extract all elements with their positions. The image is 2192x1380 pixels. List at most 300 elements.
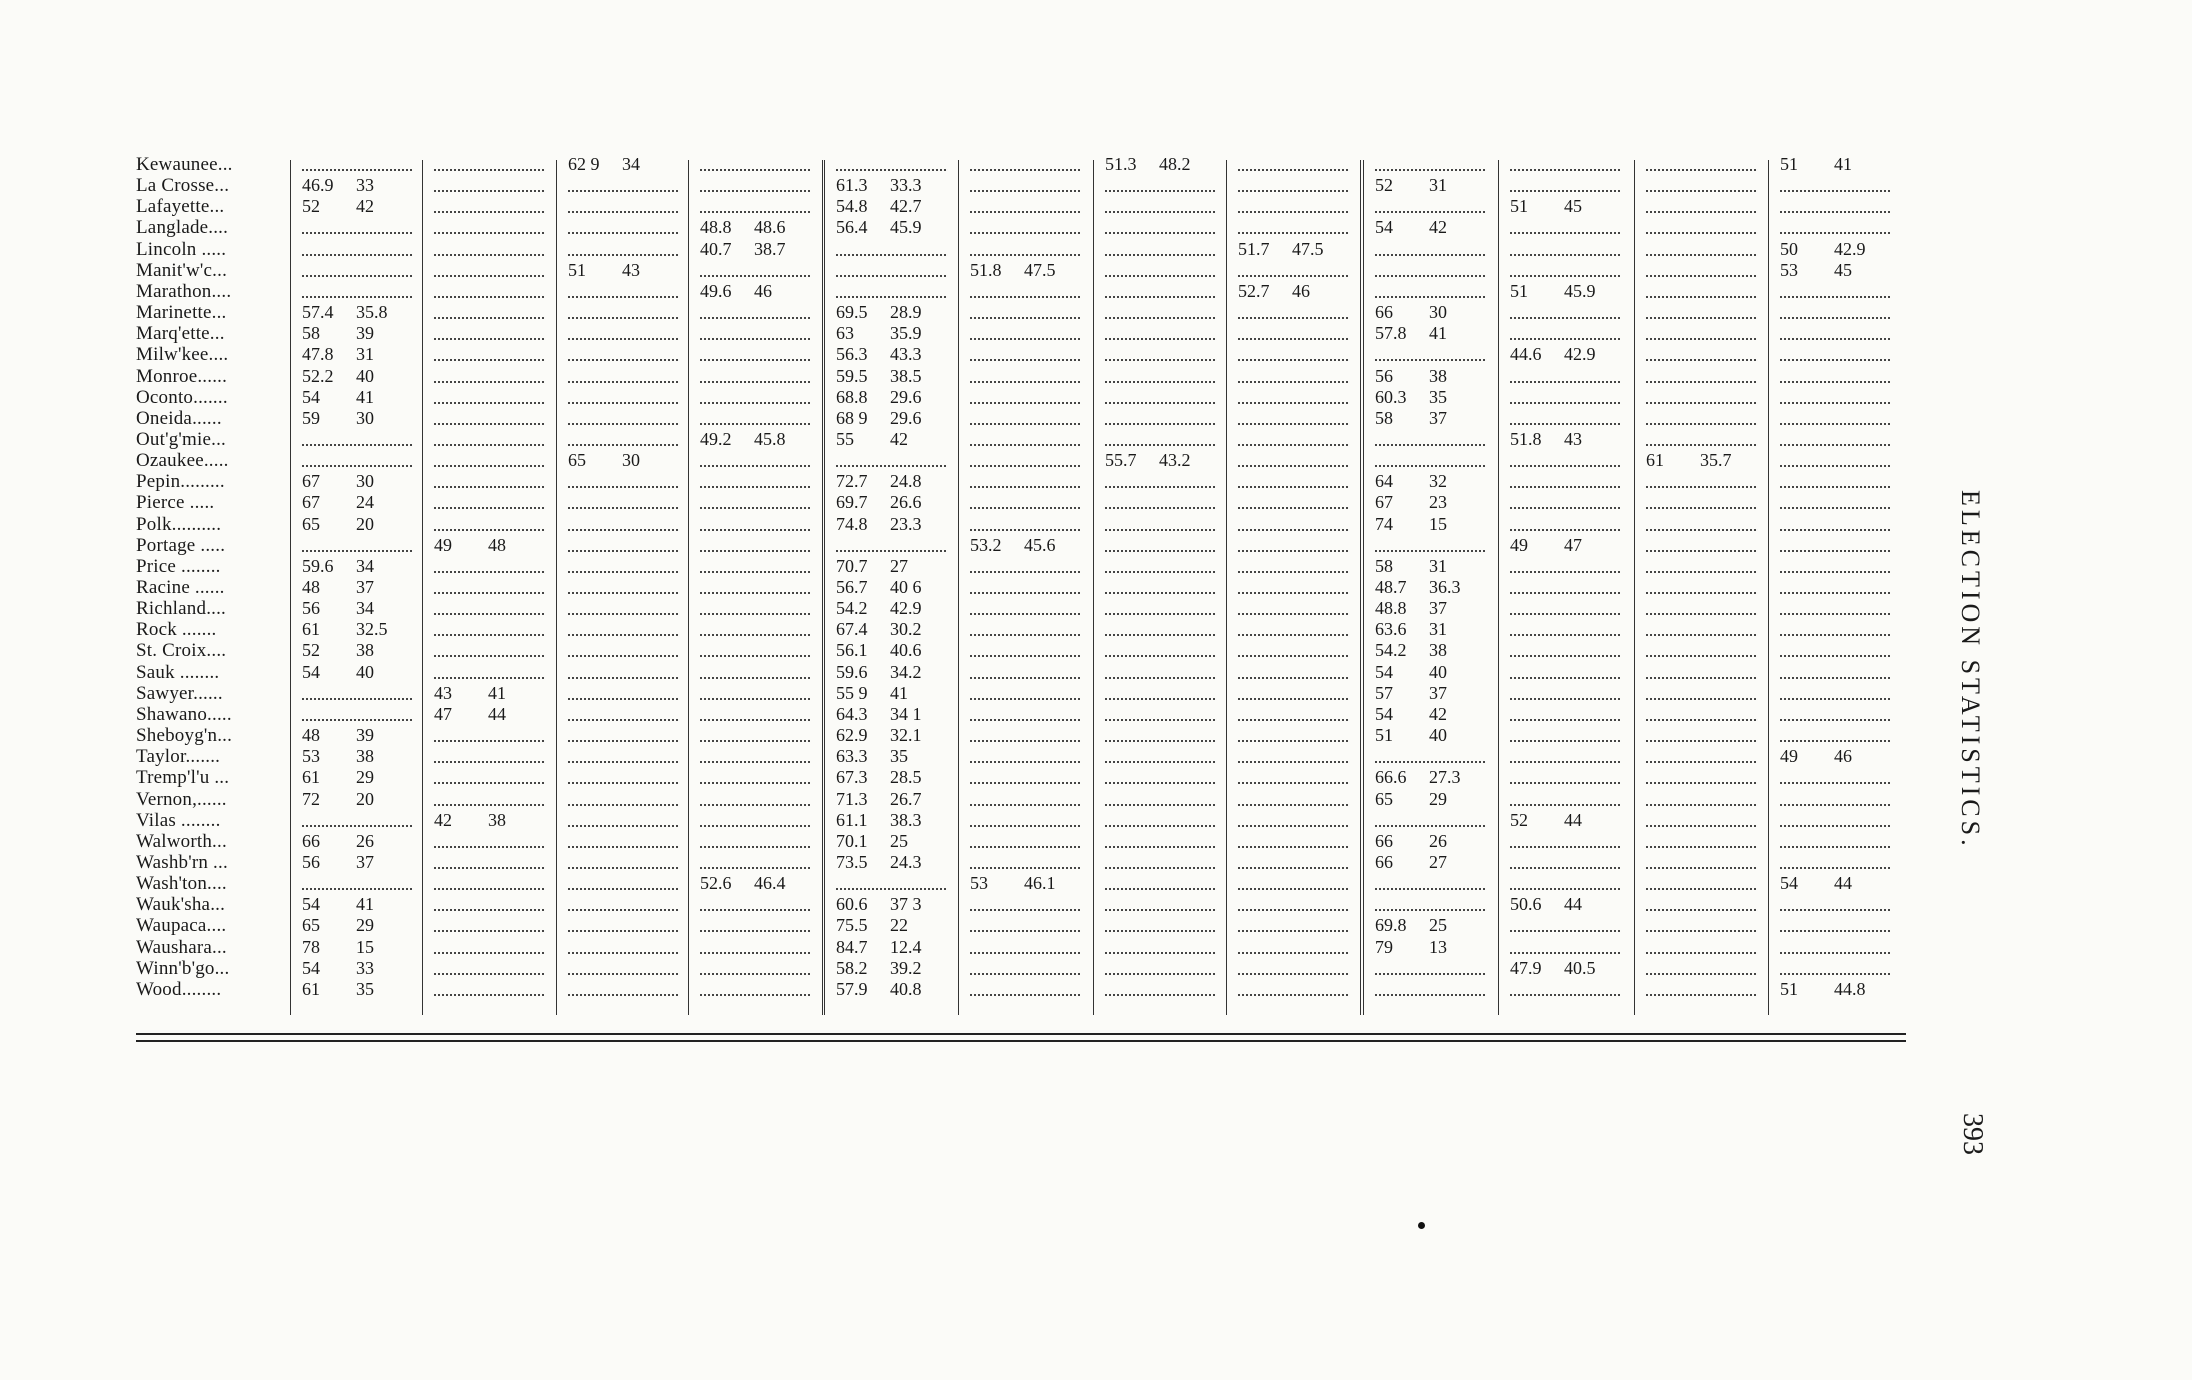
dot-leader [700, 571, 810, 573]
vote-percent-first: 54 [1375, 703, 1393, 724]
vote-percent-second: 37 [356, 577, 374, 597]
dot-leader [1646, 550, 1756, 552]
dot-leader [1238, 846, 1348, 848]
dot-leader [434, 423, 544, 425]
vote-percent-first: 63.6 [1375, 619, 1407, 640]
vote-percent-first: 57.4 [302, 302, 334, 323]
vote-percent-first: 51 [1780, 978, 1798, 999]
vote-percent-first: 52.6 [700, 873, 732, 894]
dot-leader [1238, 338, 1348, 340]
dot-leader [1238, 888, 1348, 890]
dot-leader [1646, 254, 1756, 256]
dot-leader [1780, 317, 1890, 319]
dot-leader [1646, 973, 1756, 975]
dot-leader [1780, 444, 1890, 446]
dot-leader [1375, 296, 1485, 298]
dot-leader [970, 296, 1080, 298]
dot-leader [1238, 381, 1348, 383]
vote-percent-second: 30 [1429, 302, 1447, 323]
ink-speck [1418, 1222, 1425, 1229]
vote-percent-second: 47.5 [1292, 238, 1324, 259]
vote-percent-first: 59.6 [302, 555, 334, 576]
dot-leader [1105, 909, 1215, 911]
dot-leader [568, 909, 678, 911]
dot-leader [1238, 190, 1348, 192]
vote-percent-first: 54 [302, 957, 320, 978]
vote-percent-first: 55 [836, 428, 854, 449]
dot-leader [434, 232, 544, 234]
vote-percent-second: 33.3 [890, 175, 922, 196]
dot-leader [1510, 719, 1620, 721]
vote-percent-first: 58 [302, 323, 320, 344]
vote-percent-first: 54 [302, 661, 320, 682]
dot-leader [1646, 613, 1756, 615]
county-name: Polk.......... [136, 513, 222, 535]
dot-leader [1646, 444, 1756, 446]
dot-leader [1780, 804, 1890, 806]
dot-leader [1780, 698, 1890, 700]
vote-percent-second: 34.2 [890, 661, 922, 682]
dot-leader [1780, 571, 1890, 573]
vote-percent-first: 49.6 [700, 280, 732, 301]
vote-percent-first: 50 [1780, 238, 1798, 259]
dot-leader [1780, 740, 1890, 742]
vote-percent-first: 59.5 [836, 365, 868, 386]
county-name: Vernon,...... [136, 788, 227, 810]
vote-percent-first: 56.7 [836, 577, 868, 597]
dot-leader [970, 677, 1080, 679]
dot-leader [700, 507, 810, 509]
vote-percent-first: 68 9 [836, 407, 868, 428]
vote-percent-second: 48 [488, 534, 506, 555]
dot-leader [700, 169, 810, 171]
dot-leader [1238, 486, 1348, 488]
dot-leader [1238, 423, 1348, 425]
vote-percent-second: 42.9 [1564, 344, 1596, 365]
vote-percent-second: 35 [356, 978, 374, 999]
dot-leader [970, 190, 1080, 192]
dot-leader [1375, 973, 1485, 975]
vote-percent-second: 44 [1564, 809, 1582, 830]
dot-leader [700, 338, 810, 340]
vote-percent-first: 69.5 [836, 302, 868, 323]
vote-percent-second: 28.5 [890, 767, 922, 788]
vote-percent-first: 49 [1780, 746, 1798, 767]
table-bottom-rule-2 [136, 1040, 1906, 1042]
dot-leader [700, 359, 810, 361]
vote-percent-first: 48.7 [1375, 577, 1407, 597]
dot-leader [1780, 930, 1890, 932]
dot-leader [1238, 613, 1348, 615]
vote-percent-first: 43 [434, 682, 452, 703]
vote-percent-second: 25 [1429, 915, 1447, 936]
vote-percent-second: 46.1 [1024, 873, 1056, 894]
vote-percent-second: 43.2 [1159, 450, 1191, 471]
dot-leader [836, 465, 946, 467]
vote-percent-first: 61 [1646, 450, 1664, 471]
dot-leader [1646, 275, 1756, 277]
dot-leader [568, 761, 678, 763]
vote-percent-second: 42.9 [890, 598, 922, 619]
dot-leader [1105, 952, 1215, 954]
vote-percent-first: 57.9 [836, 978, 868, 999]
dot-leader [1238, 232, 1348, 234]
dot-leader [700, 867, 810, 869]
dot-leader [836, 550, 946, 552]
dot-leader [700, 930, 810, 932]
vote-percent-first: 58.2 [836, 957, 868, 978]
vote-percent-second: 38 [1429, 365, 1447, 386]
dot-leader [434, 677, 544, 679]
dot-leader [1375, 994, 1485, 996]
dot-leader [568, 444, 678, 446]
vote-percent-second: 46.4 [754, 873, 786, 894]
dot-leader [1510, 529, 1620, 531]
column-rule [556, 160, 557, 1015]
vote-percent-second: 45.8 [754, 428, 786, 449]
vote-percent-first: 65 [1375, 788, 1393, 809]
dot-leader [568, 359, 678, 361]
dot-leader [836, 888, 946, 890]
dot-leader [434, 867, 544, 869]
dot-leader [1105, 232, 1215, 234]
dot-leader [1646, 677, 1756, 679]
dot-leader [1105, 804, 1215, 806]
vote-percent-second: 44.8 [1834, 978, 1866, 999]
dot-leader [1646, 571, 1756, 573]
vote-percent-first: 54.2 [1375, 640, 1407, 661]
dot-leader [302, 296, 412, 298]
dot-leader [1238, 698, 1348, 700]
dot-leader [1105, 719, 1215, 721]
vote-percent-first: 56 [302, 598, 320, 619]
dot-leader [970, 761, 1080, 763]
county-name: La Crosse... [136, 175, 230, 197]
vote-percent-first: 74 [1375, 513, 1393, 534]
vote-percent-second: 12.4 [890, 936, 922, 957]
county-name: Lincoln ..... [136, 238, 227, 260]
dot-leader [1105, 359, 1215, 361]
vote-percent-second: 39 [356, 725, 374, 746]
dot-leader [1105, 634, 1215, 636]
vote-percent-second: 15 [356, 936, 374, 957]
dot-leader [1510, 317, 1620, 319]
dot-leader [1105, 571, 1215, 573]
dot-leader [1238, 211, 1348, 213]
dot-leader [970, 592, 1080, 594]
county-name: Marq'ette... [136, 323, 225, 345]
dot-leader [1105, 888, 1215, 890]
dot-leader [700, 592, 810, 594]
vote-percent-first: 66 [1375, 830, 1393, 851]
vote-percent-second: 38 [356, 746, 374, 767]
dot-leader [1646, 655, 1756, 657]
dot-leader [1105, 846, 1215, 848]
dot-leader [970, 846, 1080, 848]
dot-leader [700, 465, 810, 467]
dot-leader [1780, 825, 1890, 827]
vote-percent-first: 54 [1780, 873, 1798, 894]
dot-leader [434, 571, 544, 573]
dot-leader [1510, 994, 1620, 996]
dot-leader [1510, 402, 1620, 404]
vote-percent-second: 40 [356, 661, 374, 682]
vote-percent-second: 43 [622, 259, 640, 280]
dot-leader [700, 952, 810, 954]
dot-leader [1375, 465, 1485, 467]
dot-leader [1105, 338, 1215, 340]
vote-percent-second: 24 [356, 492, 374, 513]
county-name: Milw'kee.... [136, 344, 229, 366]
vote-percent-first: 71.3 [836, 788, 868, 809]
dot-leader [700, 782, 810, 784]
dot-leader [568, 338, 678, 340]
dot-leader [1510, 423, 1620, 425]
vote-percent-first: 44.6 [1510, 344, 1542, 365]
vote-percent-first: 74.8 [836, 513, 868, 534]
dot-leader [1105, 381, 1215, 383]
vote-percent-second: 34 1 [890, 703, 922, 724]
vote-percent-second: 40 [356, 365, 374, 386]
vote-percent-second: 31 [1429, 555, 1447, 576]
dot-leader [434, 804, 544, 806]
dot-leader [1780, 634, 1890, 636]
vote-percent-second: 39.2 [890, 957, 922, 978]
dot-leader [1375, 275, 1485, 277]
dot-leader [970, 254, 1080, 256]
county-name: Richland.... [136, 598, 226, 620]
dot-leader [1646, 423, 1756, 425]
dot-leader [970, 719, 1080, 721]
dot-leader [1510, 381, 1620, 383]
dot-leader [302, 232, 412, 234]
dot-leader [1105, 317, 1215, 319]
dot-leader [1510, 952, 1620, 954]
vote-percent-first: 51.7 [1238, 238, 1270, 259]
vote-percent-second: 42.7 [890, 196, 922, 217]
dot-leader [1510, 846, 1620, 848]
dot-leader [434, 846, 544, 848]
vote-percent-first: 48.8 [700, 217, 732, 238]
county-name: Taylor....... [136, 746, 221, 768]
vote-percent-second: 31 [1429, 175, 1447, 196]
dot-leader [1238, 317, 1348, 319]
vote-percent-second: 31 [356, 344, 374, 365]
dot-leader [1105, 423, 1215, 425]
vote-percent-first: 52 [1510, 809, 1528, 830]
dot-leader [1646, 719, 1756, 721]
vote-percent-second: 37 [356, 851, 374, 872]
vote-percent-first: 78 [302, 936, 320, 957]
column-rule [1634, 160, 1635, 1015]
dot-leader [434, 275, 544, 277]
dot-leader [568, 994, 678, 996]
dot-leader [1646, 338, 1756, 340]
vote-percent-second: 45.9 [890, 217, 922, 238]
column-rule [958, 160, 959, 1015]
vote-percent-second: 42 [1429, 703, 1447, 724]
dot-leader [970, 825, 1080, 827]
dot-leader [1238, 275, 1348, 277]
dot-leader [970, 698, 1080, 700]
vote-percent-second: 47.5 [1024, 259, 1056, 280]
dot-leader [836, 296, 946, 298]
dot-leader [700, 613, 810, 615]
dot-leader [434, 930, 544, 932]
vote-percent-second: 26.7 [890, 788, 922, 809]
vote-percent-first: 55 9 [836, 682, 868, 703]
vote-percent-second: 42 [890, 428, 908, 449]
dot-leader [1780, 677, 1890, 679]
dot-leader [970, 444, 1080, 446]
vote-percent-first: 73.5 [836, 851, 868, 872]
dot-leader [434, 296, 544, 298]
dot-leader [1238, 592, 1348, 594]
dot-leader [568, 888, 678, 890]
dot-leader [1238, 804, 1348, 806]
dot-leader [1646, 846, 1756, 848]
dot-leader [1375, 550, 1485, 552]
county-name: Ozaukee..... [136, 450, 229, 472]
dot-leader [1646, 634, 1756, 636]
dot-leader [1510, 592, 1620, 594]
vote-percent-first: 59 [302, 407, 320, 428]
vote-percent-second: 45 [1564, 196, 1582, 217]
vote-percent-first: 42 [434, 809, 452, 830]
dot-leader [1780, 952, 1890, 954]
column-rule [1093, 160, 1094, 1015]
vote-percent-second: 41 [356, 894, 374, 915]
vote-percent-second: 48.2 [1159, 154, 1191, 174]
vote-percent-first: 48 [302, 577, 320, 597]
vote-percent-first: 70.1 [836, 830, 868, 851]
dot-leader [434, 952, 544, 954]
table-bottom-rule [136, 1033, 1906, 1035]
dot-leader [700, 825, 810, 827]
dot-leader [700, 190, 810, 192]
dot-leader [568, 930, 678, 932]
dot-leader [700, 677, 810, 679]
dot-leader [1375, 359, 1485, 361]
dot-leader [302, 254, 412, 256]
vote-percent-first: 56 [302, 851, 320, 872]
vote-percent-first: 65 [302, 513, 320, 534]
dot-leader [1646, 761, 1756, 763]
dot-leader [1105, 529, 1215, 531]
vote-percent-second: 47 [1564, 534, 1582, 555]
dot-leader [434, 465, 544, 467]
vote-percent-first: 51 [568, 259, 586, 280]
dot-leader [1238, 465, 1348, 467]
dot-leader [568, 804, 678, 806]
dot-leader [302, 698, 412, 700]
vote-percent-first: 47 [434, 703, 452, 724]
dot-leader [1238, 571, 1348, 573]
dot-leader [302, 444, 412, 446]
vote-percent-first: 48 [302, 725, 320, 746]
dot-leader [1238, 655, 1348, 657]
dot-leader [970, 317, 1080, 319]
vote-percent-second: 46 [1292, 280, 1310, 301]
vote-percent-second: 34 [356, 555, 374, 576]
dot-leader [700, 761, 810, 763]
vote-percent-second: 32.1 [890, 725, 922, 746]
dot-leader [434, 613, 544, 615]
dot-leader [434, 909, 544, 911]
dot-leader [970, 232, 1080, 234]
dot-leader [1510, 740, 1620, 742]
vote-percent-second: 41 [488, 682, 506, 703]
dot-leader [970, 359, 1080, 361]
dot-leader [1646, 782, 1756, 784]
dot-leader [1510, 698, 1620, 700]
vote-percent-first: 56.3 [836, 344, 868, 365]
dot-leader [1780, 211, 1890, 213]
dot-leader [1238, 782, 1348, 784]
page-number: 393 [1957, 1113, 1988, 1155]
vote-percent-first: 75.5 [836, 915, 868, 936]
vote-percent-second: 24.3 [890, 851, 922, 872]
dot-leader [1105, 698, 1215, 700]
dot-leader [700, 486, 810, 488]
dot-leader [1510, 867, 1620, 869]
county-name: Pierce ..... [136, 492, 215, 514]
dot-leader [700, 423, 810, 425]
dot-leader [700, 846, 810, 848]
vote-percent-first: 67 [1375, 492, 1393, 513]
vote-percent-second: 26 [1429, 830, 1447, 851]
vote-percent-second: 39 [356, 323, 374, 344]
vote-percent-second: 38.7 [754, 238, 786, 259]
dot-leader [1510, 486, 1620, 488]
dot-leader [1780, 973, 1890, 975]
dot-leader [970, 804, 1080, 806]
vote-percent-first: 69.7 [836, 492, 868, 513]
dot-leader [1238, 825, 1348, 827]
vote-percent-first: 61 [302, 619, 320, 640]
dot-leader [434, 994, 544, 996]
dot-leader [568, 973, 678, 975]
vote-percent-second: 32.5 [356, 619, 388, 640]
dot-leader [434, 444, 544, 446]
dot-leader [970, 169, 1080, 171]
dot-leader [1646, 994, 1756, 996]
vote-percent-second: 23.3 [890, 513, 922, 534]
dot-leader [434, 317, 544, 319]
dot-leader [1105, 190, 1215, 192]
vote-percent-first: 69.8 [1375, 915, 1407, 936]
column-rule [1226, 160, 1227, 1015]
vote-percent-first: 51 [1510, 280, 1528, 301]
dot-leader [1238, 550, 1348, 552]
vote-percent-first: 51 [1375, 725, 1393, 746]
vote-percent-first: 55.7 [1105, 450, 1137, 471]
dot-leader [434, 740, 544, 742]
dot-leader [1510, 677, 1620, 679]
vote-percent-second: 41 [1834, 154, 1852, 174]
vote-percent-second: 46 [754, 280, 772, 301]
dot-leader [568, 867, 678, 869]
vote-percent-second: 32 [1429, 471, 1447, 492]
column-rule [1363, 160, 1364, 1015]
vote-percent-second: 40.5 [1564, 957, 1596, 978]
dot-leader [1105, 973, 1215, 975]
dot-leader [1105, 782, 1215, 784]
dot-leader [434, 507, 544, 509]
dot-leader [1375, 211, 1485, 213]
vote-percent-first: 53 [302, 746, 320, 767]
dot-leader [1105, 761, 1215, 763]
